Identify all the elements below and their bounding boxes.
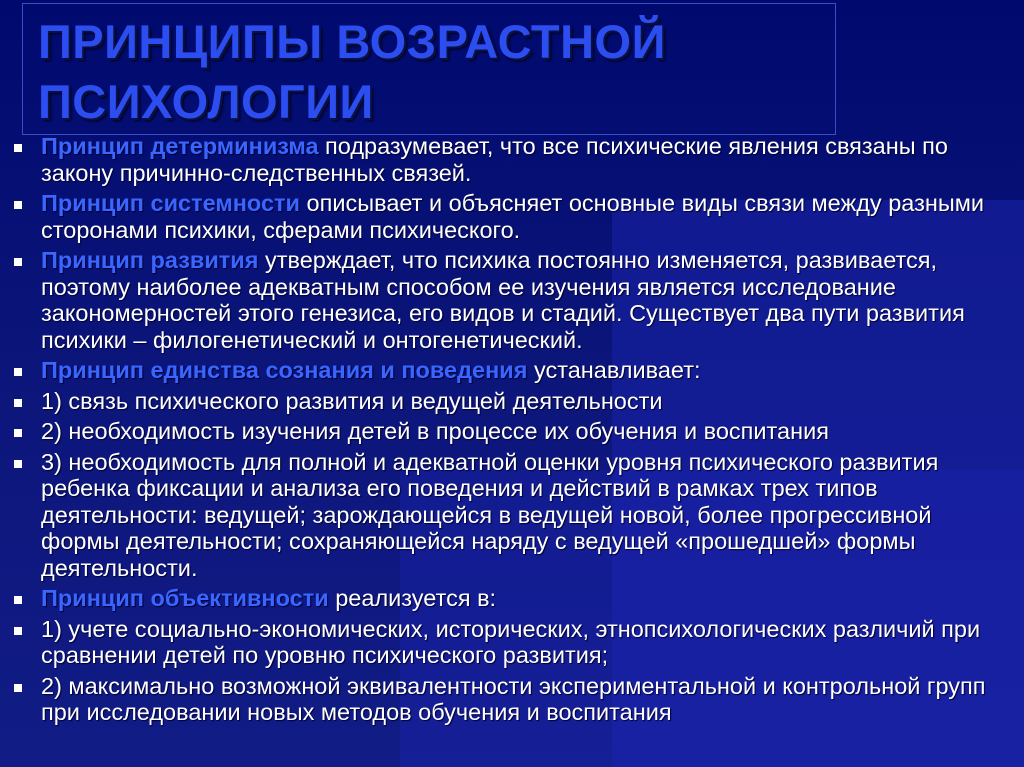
list-item [10, 388, 1015, 415]
square-bullet-icon [14, 460, 22, 468]
item-text: 1) связь психического развития и ведущей деятельности [41, 387, 663, 414]
square-bullet-icon [14, 684, 22, 692]
item-highlight: Принцип системности [41, 190, 301, 216]
item-text: 3) необходимость для полной и адекватной оценки уровня психического развития ребенка фиксации и анализа его поведения и действий в рамках трех типов деятельности: ведущей; зарождающейся в ведущей новой, более прогрессивной формы деятельности; сохраняющейся наряду с ведущей «прошедшей» формы деятельности. [41, 448, 939, 581]
square-bullet-icon [14, 201, 22, 209]
list-item [10, 190, 1015, 243]
item-text: 2) необходимость изучения детей в процессе их обучения и воспитания [41, 418, 829, 444]
list-item [10, 673, 1015, 726]
list-item [10, 616, 1015, 669]
item-text: реализуется в: [328, 585, 497, 611]
list-item [10, 357, 1015, 384]
title-line-1: ПРИНЦИПЫ ВОЗРАСТНОЙ [38, 15, 666, 68]
square-bullet-icon [14, 399, 22, 407]
title-line-2: ПСИХОЛОГИИ [38, 75, 374, 128]
square-bullet-icon [14, 368, 22, 376]
item-text: устанавливает: [527, 357, 701, 383]
item-text: 2) максимально возможной эквивалентности экспериментальной и контрольной групп при исследовании новых методов обучения и воспитания [41, 672, 986, 725]
square-bullet-icon [14, 258, 22, 266]
list-item [10, 247, 1015, 353]
list-item [10, 585, 1015, 612]
item-highlight: Принцип объективности [41, 585, 329, 611]
slide-title [38, 12, 818, 132]
item-text: подразумевает, что все психические явления связаны по закону причинно-следственных связей. [41, 133, 948, 186]
square-bullet-icon [14, 627, 22, 635]
item-text: 1) учете социально-экономических, исторических, этнопсихологических различий при сравнении детей по уровню психического развития; [41, 615, 981, 668]
item-highlight: Принцип единства сознания и поведения [41, 357, 528, 383]
item-highlight: Принцип детерминизма [41, 133, 319, 159]
list-item [10, 418, 1015, 445]
list-item [10, 133, 1015, 186]
item-text: описывает и объясняет основные виды связи между разными сторонами психики, сферами психического. [41, 190, 984, 243]
item-highlight: Принцип развития [41, 247, 259, 273]
principles-list [10, 133, 1015, 727]
square-bullet-icon [14, 144, 22, 152]
square-bullet-icon [14, 429, 22, 437]
list-item [10, 449, 1015, 582]
square-bullet-icon [14, 596, 22, 604]
item-text: утверждает, что психика постоянно изменяется, развивается, поэтому наиболее адекватным способом ее изучения является исследование закономерностей этого генезиса, его видов и стадий. Существует два пути развития психики – филогенетический и онтогенетический. [41, 247, 965, 353]
